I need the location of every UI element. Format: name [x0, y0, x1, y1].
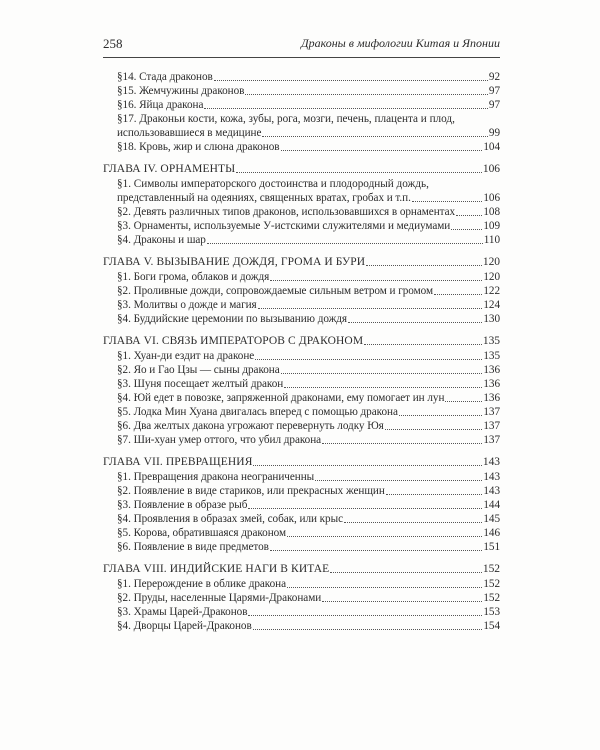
toc-entry[interactable]: §5. Лодка Мин Хуана двигалась вперед с помощью дракона 137 [117, 406, 500, 418]
toc-entry[interactable]: §15. Жемчужины драконов 97 [117, 85, 500, 97]
toc-chapter-heading[interactable]: ГЛАВА V. ВЫЗЫВАНИЕ ДОЖДЯ, ГРОМА И БУРИ 120 [103, 256, 500, 268]
toc-entry[interactable]: §17. Драконьи кости, кожа, зубы, рога, мозги, печень, плацента и плод, использовавшиеся в медицине 99 [117, 113, 500, 139]
leader-dots [255, 359, 482, 360]
leader-dots [248, 508, 482, 509]
toc-group-ch3-continued [103, 70, 500, 154]
leader-dots [287, 587, 482, 588]
toc-entry[interactable]: §4. Проявления в образах змей, собак, или крыс 145 [117, 513, 500, 525]
leader-dots [412, 201, 482, 202]
leader-dots [330, 572, 482, 573]
page-ref: 144 [483, 499, 500, 511]
leader-dots [253, 629, 483, 630]
toc-entry[interactable]: §6. Два желтых дакона угрожают перевернуть лодку Юя 137 [117, 420, 500, 432]
page-ref: 143 [483, 471, 500, 483]
page-number: 258 [103, 36, 123, 51]
toc-entry[interactable]: §4. Драконы и шар 110 [117, 234, 500, 246]
toc-entry[interactable]: §1. Символы императорского достоинства и плодородный дождь, представленный на одеяниях, священных вратах, гробах и т.п. 106 [117, 178, 500, 204]
leader-dots [253, 465, 481, 466]
toc-entry[interactable]: §3. Шуня посещает желтый дракон 136 [117, 378, 500, 390]
table-of-contents [103, 70, 500, 641]
page-ref: 92 [488, 71, 500, 83]
leader-dots [451, 229, 482, 230]
leader-dots [364, 344, 482, 345]
page-ref: 130 [483, 313, 500, 325]
toc-entry[interactable]: §16. Яйца дракона 97 [117, 99, 500, 111]
page-ref: 110 [483, 234, 500, 246]
leader-dots [207, 243, 483, 244]
toc-entry[interactable]: §1. Превращения дракона неограниченны 143 [117, 471, 500, 483]
leader-dots [434, 294, 482, 295]
toc-chapter-heading[interactable]: ГЛАВА VIII. ИНДИЙСКИЕ НАГИ В КИТАЕ 152 [103, 563, 500, 575]
page-ref: 135 [483, 350, 500, 362]
leader-dots [270, 280, 482, 281]
page-ref: 124 [483, 299, 500, 311]
toc-chapter-heading[interactable]: ГЛАВА VII. ПРЕВРАЩЕНИЯ 143 [103, 456, 500, 468]
running-title: Драконы в мифологии Китая и Японии [300, 36, 500, 50]
page-ref: 106 [482, 163, 500, 175]
page-ref: 109 [483, 220, 500, 232]
toc-group-ch4 [103, 162, 500, 247]
toc-entry[interactable]: §2. Появление в виде стариков, или прекрасных женщин 143 [117, 485, 500, 497]
leader-dots [236, 172, 482, 173]
page-ref: 152 [483, 578, 500, 590]
page-ref: 108 [483, 206, 500, 218]
toc-group-ch7 [103, 455, 500, 554]
page-ref: 120 [482, 256, 500, 268]
toc-entry[interactable]: §18. Кровь, жир и слюна драконов 104 [117, 141, 500, 153]
toc-entry[interactable]: §7. Ши-хуан умер оттого, что убил дракона 137 [117, 434, 500, 446]
toc-entry[interactable]: §3. Появление в образе рыб 144 [117, 499, 500, 511]
page-ref: 152 [482, 563, 500, 575]
page-ref: 143 [483, 485, 500, 497]
toc-group-ch5 [103, 255, 500, 326]
toc-entry[interactable]: §1. Боги грома, облаков и дождя 120 [117, 271, 500, 283]
page-ref: 152 [483, 592, 500, 604]
page-ref: 153 [483, 606, 500, 618]
page-ref: 99 [488, 127, 500, 139]
page-ref: 135 [482, 335, 500, 347]
toc-entry[interactable]: §4. Дворцы Царей-Драконов 154 [117, 620, 500, 632]
leader-dots [245, 94, 488, 95]
page-ref: 97 [488, 99, 500, 111]
toc-entry[interactable]: §5. Корова, обратившаяся драконом 146 [117, 527, 500, 539]
leader-dots [287, 536, 482, 537]
toc-entry-lead-line: §17. Драконьи кости, кожа, зубы, рога, мозги, печень, плацента и плод, [117, 113, 455, 125]
page-ref: 106 [483, 192, 500, 204]
header-rule [103, 57, 500, 58]
leader-dots [284, 387, 482, 388]
leader-dots [322, 443, 482, 444]
toc-entry[interactable]: §3. Орнаменты, используемые У-истскими служителями и медиумами 109 [117, 220, 500, 232]
toc-entry[interactable]: §2. Проливные дожди, сопровождаемые сильным ветром и громом 122 [117, 285, 500, 297]
page-ref: 122 [483, 285, 500, 297]
leader-dots [348, 322, 482, 323]
leader-dots [315, 480, 482, 481]
leader-dots [262, 136, 488, 137]
leader-dots [258, 308, 483, 309]
leader-dots [399, 415, 483, 416]
leader-dots [445, 401, 482, 402]
page-ref: 136 [483, 364, 500, 376]
page-ref: 145 [483, 513, 500, 525]
page-ref: 143 [482, 456, 500, 468]
leader-dots [322, 601, 482, 602]
leader-dots [204, 108, 488, 109]
page-ref: 137 [483, 420, 500, 432]
leader-dots [214, 80, 488, 81]
toc-entry[interactable]: §3. Храмы Царей-Драконов 153 [117, 606, 500, 618]
toc-entry[interactable]: §1. Хуан-ди ездит на драконе 135 [117, 350, 500, 362]
toc-chapter-heading[interactable]: ГЛАВА IV. ОРНАМЕНТЫ 106 [103, 163, 500, 175]
page-ref: 136 [483, 392, 500, 404]
leader-dots [281, 373, 483, 374]
leader-dots [270, 550, 482, 551]
toc-entry[interactable]: §6. Появление в виде предметов 151 [117, 541, 500, 553]
page-ref: 154 [483, 620, 500, 632]
page-ref: 120 [483, 271, 500, 283]
leader-dots [385, 429, 483, 430]
toc-entry[interactable]: §4. Буддийские церемонии по вызыванию дождя 130 [117, 313, 500, 325]
toc-entry[interactable]: §2. Пруды, населенные Царями-Драконами 152 [117, 592, 500, 604]
toc-group-ch6 [103, 334, 500, 447]
leader-dots [248, 615, 482, 616]
toc-entry[interactable]: §4. Юй едет в повозке, запряженной драконами, ему помогает ин лун 136 [117, 392, 500, 404]
toc-entry[interactable]: §14. Стада драконов 92 [117, 71, 500, 83]
toc-entry-lead-line: §1. Символы императорского достоинства и плодородный дождь, [117, 178, 429, 190]
toc-entry[interactable]: §1. Перерождение в облике дракона 152 [117, 578, 500, 590]
leader-dots [386, 494, 483, 495]
toc-entry[interactable]: §2. Яо и Гао Цзы — сыны дракона 136 [117, 364, 500, 376]
leader-dots [366, 265, 482, 266]
page-ref: 146 [483, 527, 500, 539]
page-ref: 136 [483, 378, 500, 390]
toc-group-ch8 [103, 562, 500, 633]
page-ref: 137 [483, 406, 500, 418]
page-ref: 151 [483, 541, 500, 553]
toc-entry[interactable]: §2. Девять различных типов драконов, использовавшихся в орнаментах 108 [117, 206, 500, 218]
leader-dots [281, 150, 483, 151]
page-ref: 137 [483, 434, 500, 446]
toc-chapter-heading[interactable]: ГЛАВА VI. СВЯЗЬ ИМПЕРАТОРОВ С ДРАКОНОМ 135 [103, 335, 500, 347]
leader-dots [456, 215, 482, 216]
leader-dots [344, 522, 482, 523]
page-ref: 97 [488, 85, 500, 97]
page-ref: 104 [483, 141, 500, 153]
page-header [103, 36, 500, 58]
toc-entry[interactable]: §3. Молитвы о дожде и магия 124 [117, 299, 500, 311]
